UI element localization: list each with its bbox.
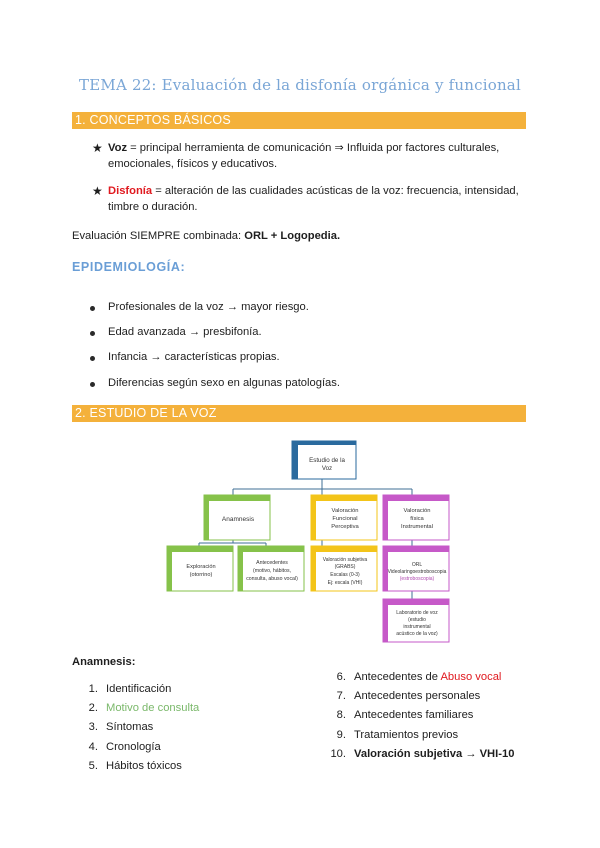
node-subjetiva-line: Valoración subjetiva xyxy=(322,557,368,563)
list-number: 7. xyxy=(336,690,346,703)
node-anamnesis-label: Anamnesis xyxy=(221,516,255,523)
node-funcional-side xyxy=(311,495,316,540)
page-title: TEMA 22: Evaluación de la disfonía orgánica y funcional xyxy=(79,76,521,94)
node-antecedentes-top xyxy=(238,546,304,552)
node-funcional-line: Perceptiva xyxy=(331,524,359,530)
epidemiology-item: Edad avanzada → presbifonía. xyxy=(108,326,262,338)
node-anamnesis-side xyxy=(204,495,209,540)
node-laboratorio-side xyxy=(383,599,388,642)
list-item xyxy=(328,748,514,767)
evaluation-bold: ORL + Logopedia. xyxy=(244,230,341,242)
list-item xyxy=(80,721,199,740)
node-subjetiva-line: (GRABS) xyxy=(334,564,356,570)
node-exploracion-line: (otorrino) xyxy=(189,572,213,578)
epidemiology-item: Diferencias según sexo en algunas patologías. xyxy=(108,377,340,389)
node-root-line: Voz xyxy=(321,465,333,472)
section-heading-conceptos: 1. CONCEPTOS BÁSICOS xyxy=(72,112,526,129)
list-item xyxy=(80,760,199,779)
node-videolaringo-line: ORL xyxy=(411,562,423,568)
epidemiology-item: Profesionales de la voz → mayor riesgo. xyxy=(108,301,309,313)
list-number: 9. xyxy=(336,728,346,741)
node-laboratorio-line: instrumental xyxy=(403,624,431,630)
anamnesis-list-left xyxy=(80,683,199,779)
node-anamnesis xyxy=(204,495,270,540)
definition-voz-line1: = principal herramienta de comunicación ⇒ Influida por factores culturales, xyxy=(127,142,500,154)
list-item xyxy=(328,671,514,690)
section-heading-estudio: 2. ESTUDIO DE LA VOZ xyxy=(72,405,526,422)
node-funcional-line: Valoración xyxy=(331,508,359,514)
term-disfonia: Disfonía xyxy=(108,185,153,197)
node-instrumental-side xyxy=(383,495,388,540)
node-instrumental-line: Valoración xyxy=(403,508,431,514)
node-exploracion-line: Exploración xyxy=(186,564,216,570)
list-text: Identificación xyxy=(106,683,172,695)
node-instrumental-top xyxy=(383,495,449,501)
list-text: Antecedentes de xyxy=(354,671,441,683)
list-text: Antecedentes personales xyxy=(354,690,481,703)
node-funcional-line: Funcional xyxy=(332,516,358,522)
list-text: Cronología xyxy=(106,740,161,753)
list-number: 8. xyxy=(336,709,346,722)
anamnesis-label: Anamnesis: xyxy=(72,656,136,668)
list-text: Hábitos tóxicos xyxy=(106,759,182,772)
list-text: Antecedentes familiares xyxy=(354,709,474,722)
term-voz: Voz xyxy=(108,142,128,154)
star-icon: ★ xyxy=(92,184,103,198)
node-videolaringo xyxy=(383,546,449,591)
node-antecedentes-side xyxy=(238,546,243,591)
node-videolaringo-line: Videolaringoestroboscopia xyxy=(387,569,447,575)
node-subjetiva-side xyxy=(311,546,316,591)
list-item xyxy=(328,729,514,748)
node-valoracion-instrumental xyxy=(383,495,449,540)
node-exploracion-top xyxy=(167,546,233,552)
node-subjetiva-top xyxy=(311,546,377,552)
list-number: 4. xyxy=(88,740,98,753)
node-laboratorio-top xyxy=(383,599,449,605)
node-laboratorio xyxy=(383,599,449,642)
node-laboratorio-line: Laboratorio de voz xyxy=(396,610,438,616)
node-anamnesis-top xyxy=(204,495,270,501)
node-valoracion-funcional xyxy=(311,495,377,540)
node-laboratorio-line: (estudio xyxy=(408,617,426,623)
list-text: Tratamientos previos xyxy=(354,728,459,741)
node-laboratorio-line: acústico de la voz) xyxy=(396,631,438,637)
anamnesis-list-right xyxy=(328,671,514,767)
list-number: 3. xyxy=(88,721,98,734)
epidemiology-item: Infancia → características propias. xyxy=(108,351,280,363)
node-exploracion xyxy=(167,546,233,591)
list-number: 1. xyxy=(88,683,98,695)
list-text: Síntomas xyxy=(106,721,154,734)
list-item xyxy=(328,709,514,728)
node-valoracion-subjetiva xyxy=(311,546,377,591)
node-antecedentes-line: (motivo, hábitos, xyxy=(252,568,292,574)
list-number: 10. xyxy=(330,747,346,760)
definition-disfonia-line2: timbre o duración. xyxy=(108,200,198,213)
list-text: Motivo de consulta xyxy=(106,702,200,715)
list-item xyxy=(80,683,199,702)
evaluation-prefix: Evaluación SIEMPRE combinada: xyxy=(72,230,245,242)
node-exploracion-side xyxy=(167,546,172,591)
node-antecedentes-line: Antecedentes xyxy=(256,560,288,566)
star-icon: ★ xyxy=(92,141,103,155)
list-item xyxy=(328,690,514,709)
epidemiology-heading: EPIDEMIOLOGÍA: xyxy=(72,260,186,274)
list-highlight: Abuso vocal xyxy=(440,671,502,683)
list-item xyxy=(80,741,199,760)
node-videolaringo-line: (estroboscopia) xyxy=(399,576,435,582)
node-root-accent xyxy=(292,441,298,479)
node-funcional-top xyxy=(311,495,377,501)
node-instrumental-line: Instrumental xyxy=(401,524,433,530)
list-number: 2. xyxy=(88,702,98,715)
node-videolaringo-top xyxy=(383,546,449,552)
node-subjetiva-line: Escalas (0-3) xyxy=(330,572,360,578)
node-instrumental-line: física xyxy=(410,516,424,522)
node-root-line: Estudio de la xyxy=(309,457,345,464)
node-root xyxy=(292,441,356,479)
node-antecedentes-line: consulta, abuso vocal) xyxy=(246,576,298,582)
list-number: 6. xyxy=(336,671,346,683)
node-root-top xyxy=(298,441,356,445)
list-item xyxy=(80,702,199,721)
definition-disfonia-line1: = alteración de las cualidades acústicas de la voz: frecuencia, intensidad, xyxy=(152,185,519,197)
list-number: 5. xyxy=(88,759,98,772)
definition-voz-line2: emocionales, físicos y educativos. xyxy=(108,157,278,170)
list-text: Valoración subjetiva → VHI-10 xyxy=(354,747,515,760)
node-subjetiva-line: Ej: escala (VHI) xyxy=(327,580,363,586)
node-antecedentes xyxy=(238,546,304,591)
